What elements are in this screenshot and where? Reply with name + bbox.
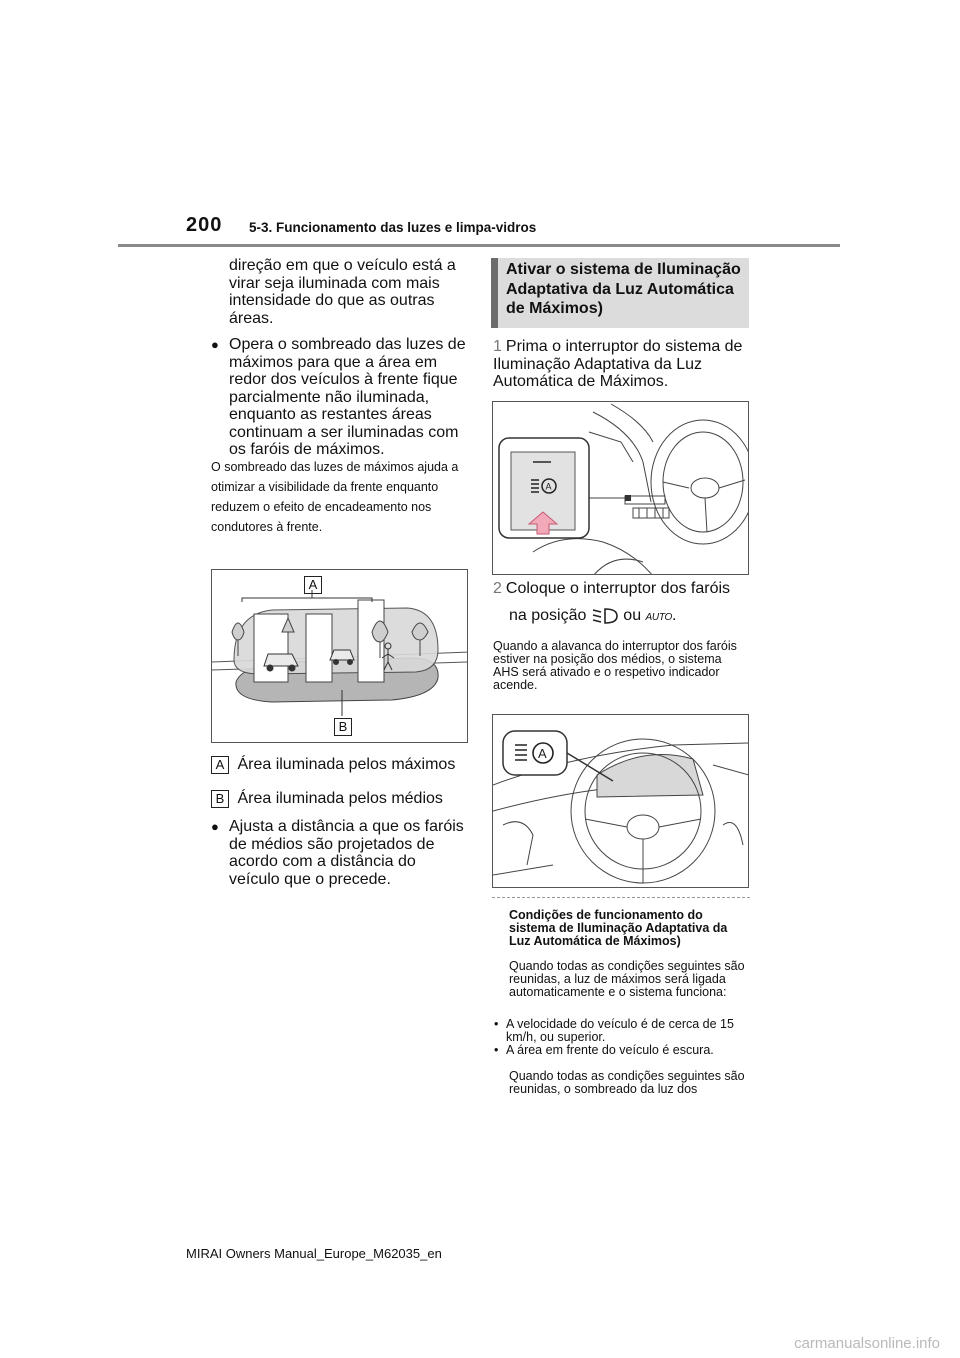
- bullet-distance-text: Ajusta a distância a que os faróis de médios são projetados de acordo com a distância do veículo que o precede.: [229, 818, 464, 888]
- figure-label-a: A: [304, 576, 322, 594]
- step-2-or: ou: [623, 607, 642, 625]
- note-shading: O sombreado das luzes de máximos ajuda a otimizar a visibilidade da frente enquanto reduzem o efeito de encadeamento nos condutores à frente.: [211, 460, 459, 534]
- legend-text-a: Área iluminada pelos máximos: [237, 756, 456, 773]
- conditions-more: Quando todas as condições seguintes são reunidas, o sombreado da luz dos: [509, 1069, 745, 1096]
- section-heading: Ativar o sistema de Iluminação Adaptativa da Luz Automática de Máximos): [491, 258, 749, 328]
- instrument-cluster-illustration: [493, 715, 749, 888]
- step-2-end: .: [671, 607, 677, 625]
- bullet-distance: [229, 818, 467, 888]
- legend-key-a: A: [211, 756, 229, 774]
- footer-text: MIRAI Owners Manual_Europe_M62035_en: [186, 1246, 442, 1261]
- step-1-text: Prima o interruptor do sistema de Iluminação Adaptativa da Luz Automática de Máximos.: [493, 338, 743, 390]
- conditions-item: • A área em frente do veículo é escura.: [494, 1044, 750, 1057]
- header-rule: [118, 244, 840, 247]
- step-2-line-2: [509, 606, 749, 627]
- low-beam-icon: [591, 606, 619, 626]
- indicator-icon-letter: A: [538, 746, 547, 761]
- step-1-number: 1: [493, 338, 502, 355]
- step-2-number: 2: [493, 580, 502, 597]
- conditions-intro: Quando todas as condições seguintes são reunidas, a luz de máximos será ligada automaticamente e o sistema funciona:: [509, 959, 745, 999]
- switch-icon-letter: A: [545, 481, 552, 492]
- auto-icon: AUTO: [645, 612, 672, 624]
- step-1: [493, 338, 749, 391]
- bullet-shading-text: Opera o sombreado das luzes de máximos para que a área em redor dos veículos à frente fique parcialmente não iluminada, enquanto as restantes áreas continuam a ser iluminadas com os faróis de máximos.: [229, 336, 466, 458]
- conditions-list: [494, 1018, 750, 1057]
- indicator-figure: [492, 714, 749, 888]
- conditions-title: Condições de funcionamento do sistema de Iluminação Adaptativa da Luz Automática de Máximos): [509, 908, 728, 948]
- dashboard-switch-illustration: [493, 402, 749, 575]
- legend-key-b: B: [211, 790, 229, 808]
- legend-text-b: Área iluminada pelos médios: [237, 790, 443, 807]
- step-2-text-a: Coloque o interruptor dos faróis: [505, 580, 731, 597]
- legend-item-a: [211, 756, 471, 774]
- conditions-item: • A velocidade do veículo é de cerca de 15 km/h, ou superior.: [494, 1018, 750, 1044]
- watermark: carmanualsonline.info: [794, 1335, 940, 1352]
- step-2: [493, 580, 749, 598]
- conditions-divider: [492, 897, 750, 899]
- bullet-shading: [229, 336, 467, 459]
- page-number: 200: [186, 214, 223, 236]
- figure-label-b: B: [334, 718, 352, 736]
- step-2-text-b: na posição: [509, 607, 587, 625]
- switch-location-figure: [492, 401, 749, 575]
- legend-item-b: [211, 790, 471, 808]
- step-2-note: Quando a alavanca do interruptor dos faróis estiver na posição dos médios, o sistema AHS será ativado e o respetivo indicador acende.: [493, 639, 737, 692]
- paragraph-continuation: direção em que o veículo está a virar seja iluminada com mais intensidade do que as outras áreas.: [229, 257, 456, 327]
- headlight-area-figure: [211, 569, 468, 743]
- section-title: 5-3. Funcionamento das luzes e limpa-vidros: [249, 220, 537, 235]
